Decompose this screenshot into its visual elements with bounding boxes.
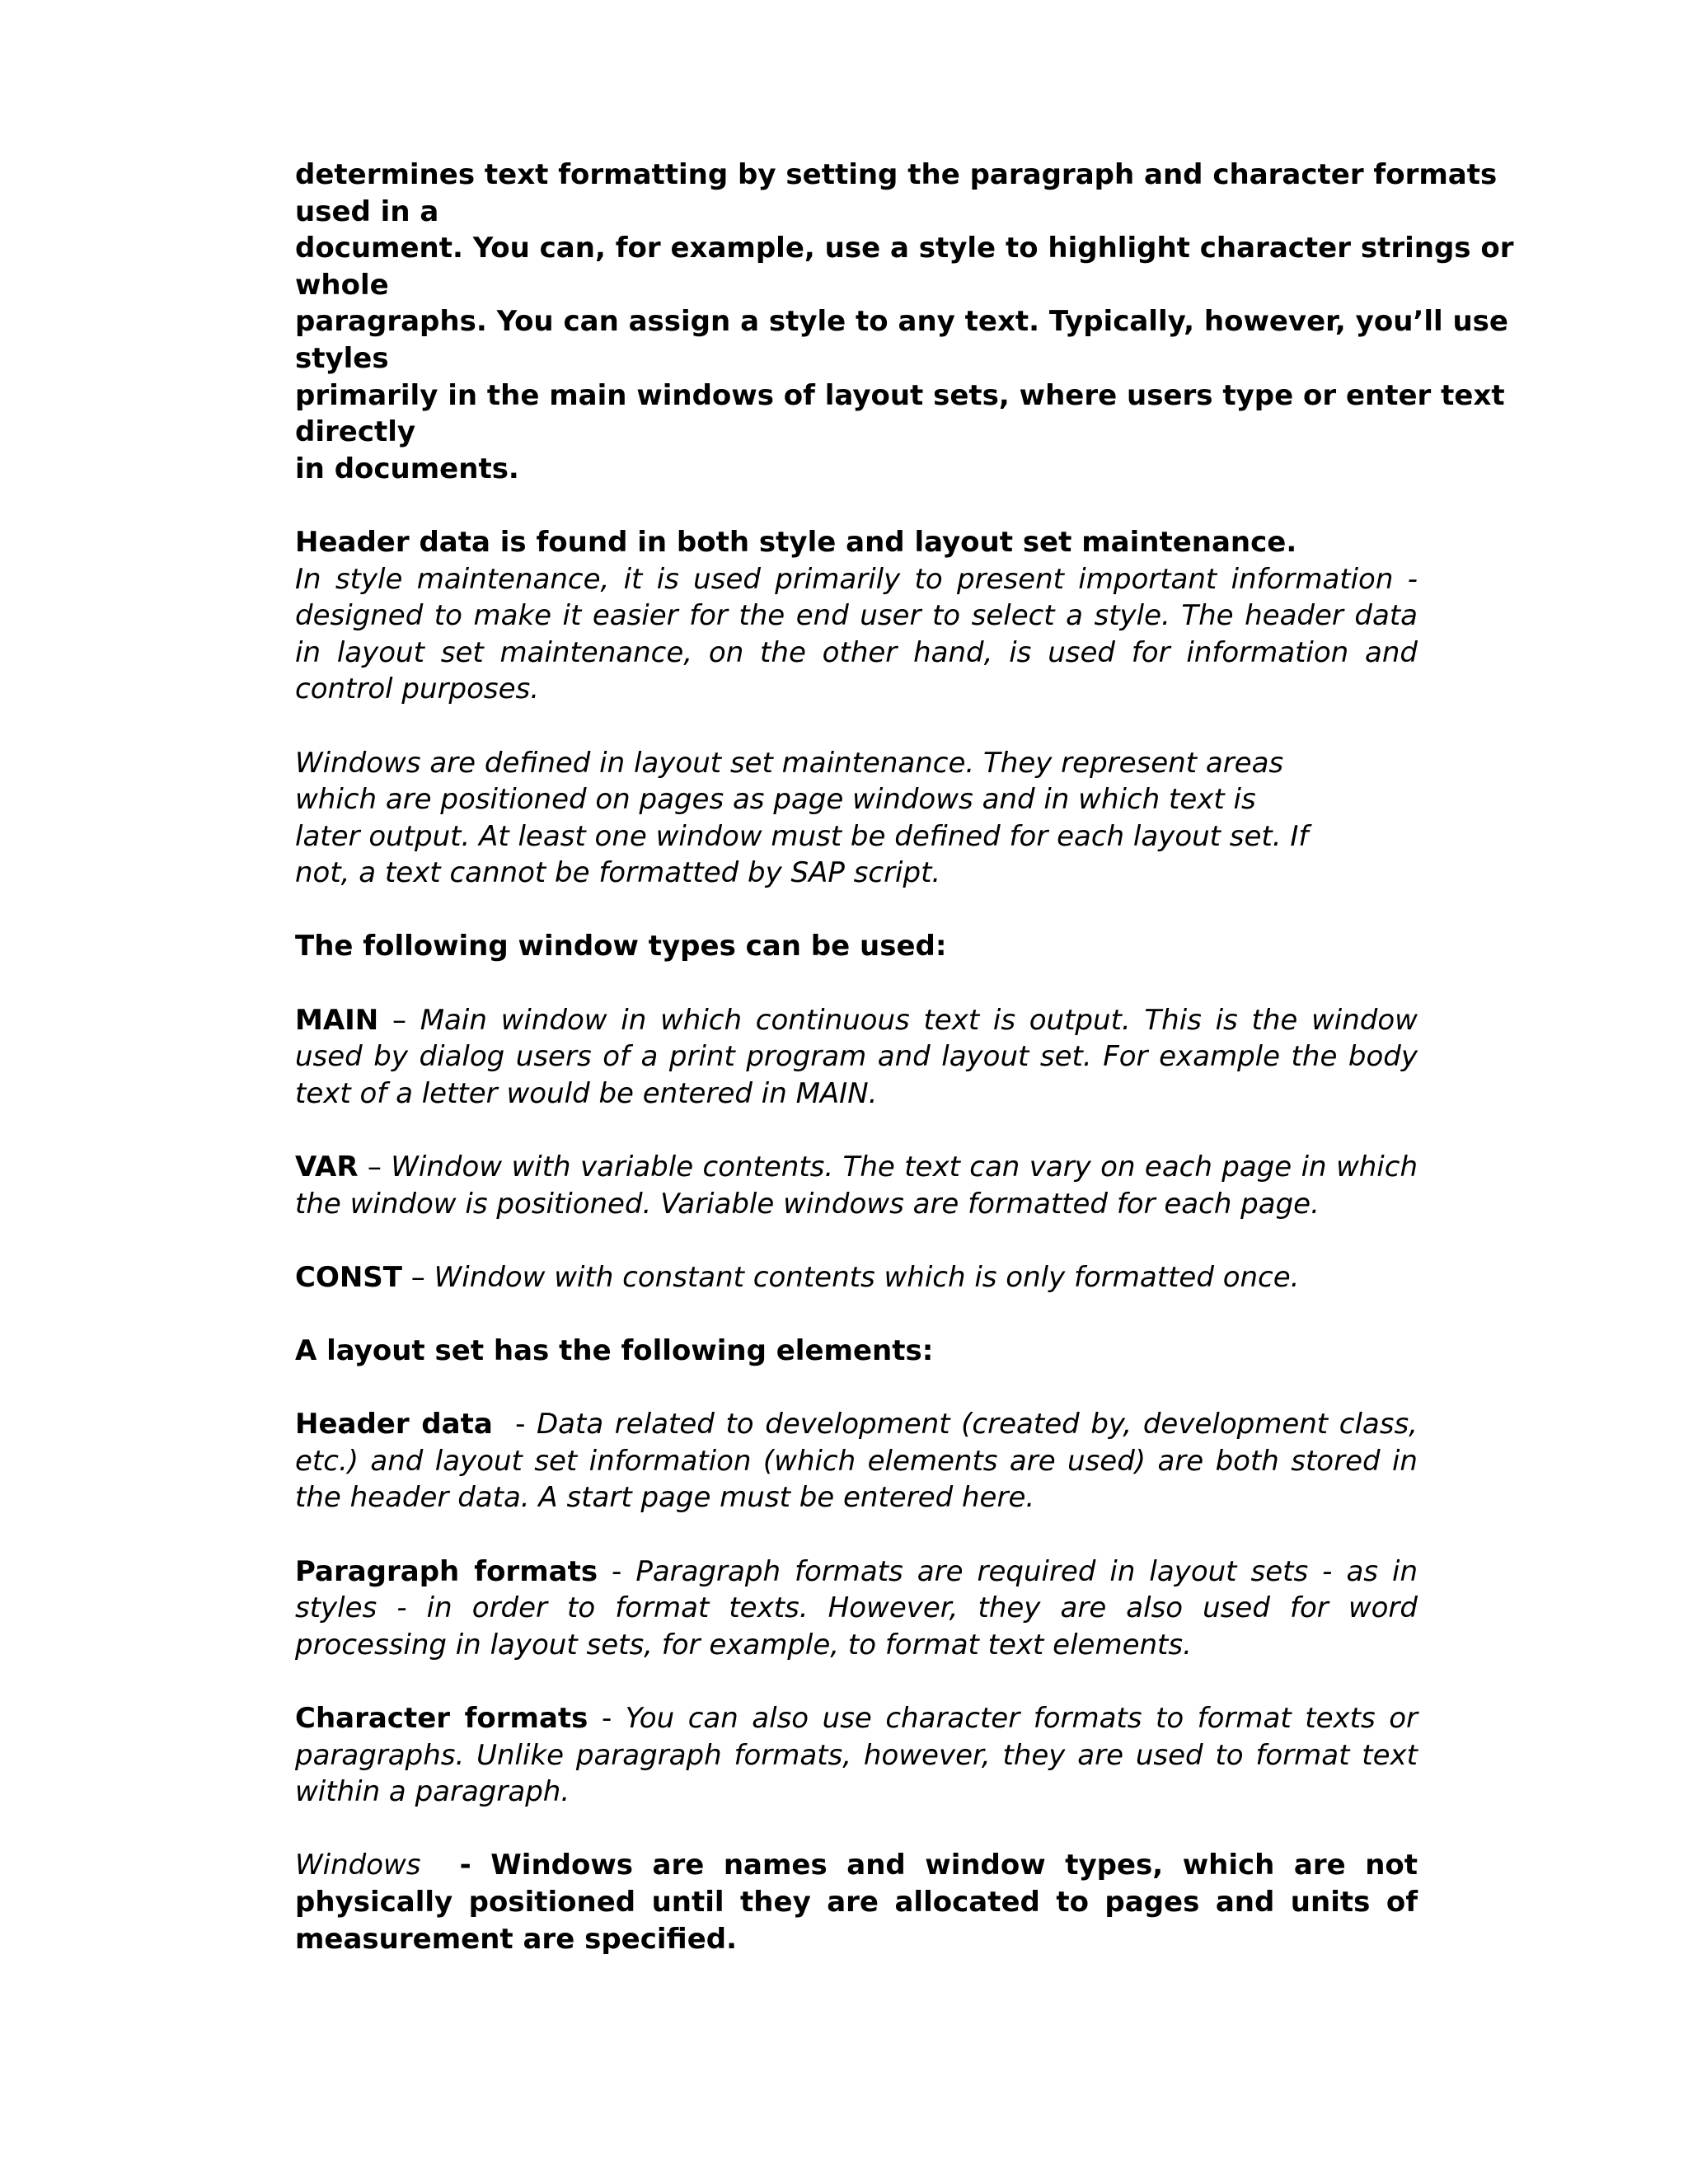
term-windows: Windows	[295, 1849, 421, 1882]
desc-main: Main window in which continuous text is output. This is the window used by dialog users of a print program and layout set. For example the body text of a letter would be entered in MAIN.	[295, 1003, 1418, 1110]
window-types-heading: The following window types can be used:	[295, 930, 947, 963]
term-separator: –	[402, 1260, 434, 1294]
desc-character-formats: You can also use character formats to format texts or paragraphs. Unlike paragraph formats, however, they are used to format text within a paragraph.	[295, 1701, 1418, 1809]
intro-line: directly	[295, 415, 416, 449]
document-page	[295, 157, 1514, 1994]
term-character-formats: Character formats	[295, 1701, 588, 1735]
intro-line: document. You can, for example, use a style to highlight character strings or	[295, 232, 1514, 265]
element-windows	[295, 1847, 1418, 1957]
desc-header-data: Data related to development (created by, development class, etc.) and layout set information (which elements are used) are both stored in the header data. A start page must be entered here.	[295, 1408, 1418, 1515]
desc-var: Window with variable contents. The text can vary on each page in which the window is positioned. Variable windows are formatted for each page.	[295, 1151, 1418, 1221]
windows-line: which are positioned on pages as page windows and in which text is	[295, 783, 1256, 817]
elements-heading: A layout set has the following elements:	[295, 1334, 934, 1367]
term-const: CONST	[295, 1260, 402, 1294]
windows-line: Windows are defined in layout set maintenance. They represent areas	[295, 746, 1284, 780]
term-separator: -	[492, 1408, 537, 1441]
term-var: VAR	[295, 1151, 359, 1184]
intro-line: whole	[295, 268, 389, 302]
term-separator: -	[588, 1701, 626, 1735]
term-separator: –	[358, 1151, 392, 1184]
intro-line: paragraphs. You can assign a style to any text. Typically, however, you’ll use	[295, 305, 1508, 339]
desc-windows: Windows are names and window types, which are not physically positioned until they are allocated to pages and units of measurement are specified.	[295, 1849, 1418, 1956]
intro-line: styles	[295, 341, 389, 375]
desc-const: Window with constant contents which is only formatted once.	[434, 1260, 1300, 1294]
windows-line: not, a text cannot be formatted by SAP script.	[295, 856, 941, 890]
header-data-body: In style maintenance, it is used primarily to present important information - designed to make it easier for the end user to select a style. The header data in layout set maintenance, on the other hand, is used for information and control purposes.	[295, 562, 1418, 706]
windows-definition-paragraph	[295, 745, 1418, 892]
window-type-var	[295, 1149, 1418, 1222]
header-data-section	[295, 524, 1418, 708]
term-main: MAIN	[295, 1003, 379, 1037]
header-data-heading: Header data is found in both style and layout set maintenance.	[295, 525, 1297, 559]
term-paragraph-formats: Paragraph formats	[295, 1554, 598, 1588]
window-type-const	[295, 1259, 1418, 1296]
intro-line: used in a	[295, 194, 439, 228]
windows-line: later output. At least one window must be defined for each layout set. If	[295, 819, 1309, 853]
term-separator: –	[378, 1003, 420, 1037]
element-header-data	[295, 1406, 1418, 1516]
element-paragraph-formats	[295, 1554, 1418, 1664]
element-character-formats	[295, 1700, 1418, 1811]
window-type-main	[295, 1002, 1418, 1113]
term-separator: -	[598, 1554, 636, 1588]
desc-paragraph-formats: Paragraph formats are required in layout sets - as in styles - in order to format texts. However, they are also used for word processing in layout sets, for example, to format text elements.	[295, 1554, 1418, 1661]
term-separator: -	[420, 1849, 491, 1882]
intro-line: in documents.	[295, 452, 519, 485]
intro-line: primarily in the main windows of layout sets, where users type or enter text	[295, 378, 1505, 412]
intro-paragraph	[295, 157, 1514, 487]
intro-line: determines text formatting by setting the paragraph and character formats	[295, 158, 1498, 191]
term-header-data: Header data	[295, 1408, 493, 1441]
